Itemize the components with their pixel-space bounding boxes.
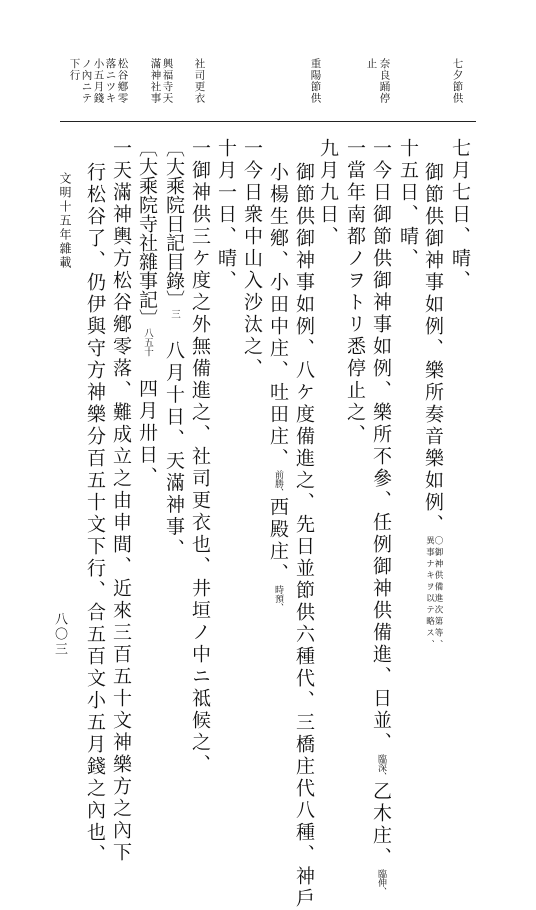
body-line-8-text-b: 西殿庄、 xyxy=(267,497,289,585)
body-line-4-text-b: 乙木庄、 xyxy=(370,781,392,869)
headnote-tanabata: 七夕節供 xyxy=(451,58,464,104)
body-line-4-text: 一今日御節供御神事如例、樂所不參、任例御神供備進、日並、 xyxy=(370,138,392,754)
body-line-10: 十月一日、晴、 xyxy=(215,138,237,292)
header-rule xyxy=(60,121,476,122)
citation-volume-3: 三 xyxy=(169,309,180,319)
body-line-9: 一今日衆中山入沙汰之、 xyxy=(241,138,263,380)
body-line-6: 九月九日、 xyxy=(317,138,339,248)
page-number: 八〇三 xyxy=(52,612,67,657)
body-line-1: 七月七日、晴、 xyxy=(449,138,471,292)
body-line-12-text: 八月十日、天滿神事、 xyxy=(163,340,185,561)
citation-daijoin-nikki-mokuroku: 〔大乘院日記目錄〕 xyxy=(163,138,185,309)
body-line-8-text: 小楊生鄕、小田中庄、吐田庄、 xyxy=(267,162,289,470)
body-line-4-note-d: 伸、 xyxy=(376,878,386,896)
headnote-matsutani-b: 落ニツキ xyxy=(104,58,117,104)
citation-volume-8: 八 xyxy=(142,328,153,338)
body-line-4-note-c: 臨 xyxy=(376,869,386,878)
headnote-kofukuji-b: 滿神社事 xyxy=(149,58,162,104)
body-line-12 xyxy=(164,138,183,561)
headnote-choyo: 重陽節供 xyxy=(309,58,322,104)
body-line-13 xyxy=(137,138,156,489)
body-line-2-note-b: 異事ナキヲ以テ略ス、 xyxy=(424,536,435,651)
body-line-8-note-d: 預、 xyxy=(273,594,283,612)
body-line-2 xyxy=(423,162,442,651)
body-line-4-note-a: 臨 xyxy=(376,754,386,763)
body-line-8-note-b: 勝、 xyxy=(273,479,283,497)
body-line-8-note-c: 時 xyxy=(273,585,283,594)
headnote-nara-dance-b: 止 xyxy=(365,58,378,70)
body-line-3: 十五日、晴、 xyxy=(397,138,419,270)
body-line-2-text: 御節供御神事如例、樂所奏音樂如例、 xyxy=(422,162,444,536)
body-line-14: 一天滿神輿方松谷鄕零落、難成立之由申間、近來三百五十文神樂方之內下 xyxy=(110,138,132,864)
body-line-4 xyxy=(371,138,390,896)
body-line-7: 御節供御神事如例、八ケ度備進之、先日並節供六種代、三橋庄代八種、神戶 xyxy=(293,162,315,910)
headnote-matsutani-c: 小五月錢 xyxy=(92,58,105,104)
body-line-2-note-a: 〇御神供備進次第等、 xyxy=(433,536,443,651)
body-line-4-note-b: 深、 xyxy=(376,763,386,781)
citation-daijoin-jisha-zojiki: 〔大乘院寺社雜事記〕 xyxy=(136,138,158,328)
body-line-11: 一御神供三ケ度之外無備進之、社司更衣也、井垣ノ中ニ祗候之、 xyxy=(189,138,211,776)
body-line-2-note xyxy=(425,536,442,651)
body-line-5: 一當年南都ノヲトリ悉停止之、 xyxy=(344,138,366,446)
citation-volume-50: 五十 xyxy=(142,337,153,357)
headnote-matsutani-a: 松谷鄕零 xyxy=(116,58,129,104)
body-line-15: 行松谷了、仍伊與守方神樂分百五十文下行、合五百文小五月錢之內也、 xyxy=(84,162,106,866)
headnote-kofukuji-a: 興福寺天 xyxy=(161,58,174,104)
headnote-matsutani-d: ノ內ニテ xyxy=(80,58,93,104)
body-line-8-note-a: 前 xyxy=(273,470,283,479)
headnote-nara-dance-a: 奈良踊停 xyxy=(378,58,391,104)
running-head: 文明十五年雜載 xyxy=(58,172,72,270)
headnote-shashi-koromogae: 社司更衣 xyxy=(193,58,206,104)
body-line-8 xyxy=(268,162,287,612)
headnote-matsutani-e: 下行 xyxy=(68,58,81,81)
body-line-13-text: 四月卅日、 xyxy=(136,378,158,489)
